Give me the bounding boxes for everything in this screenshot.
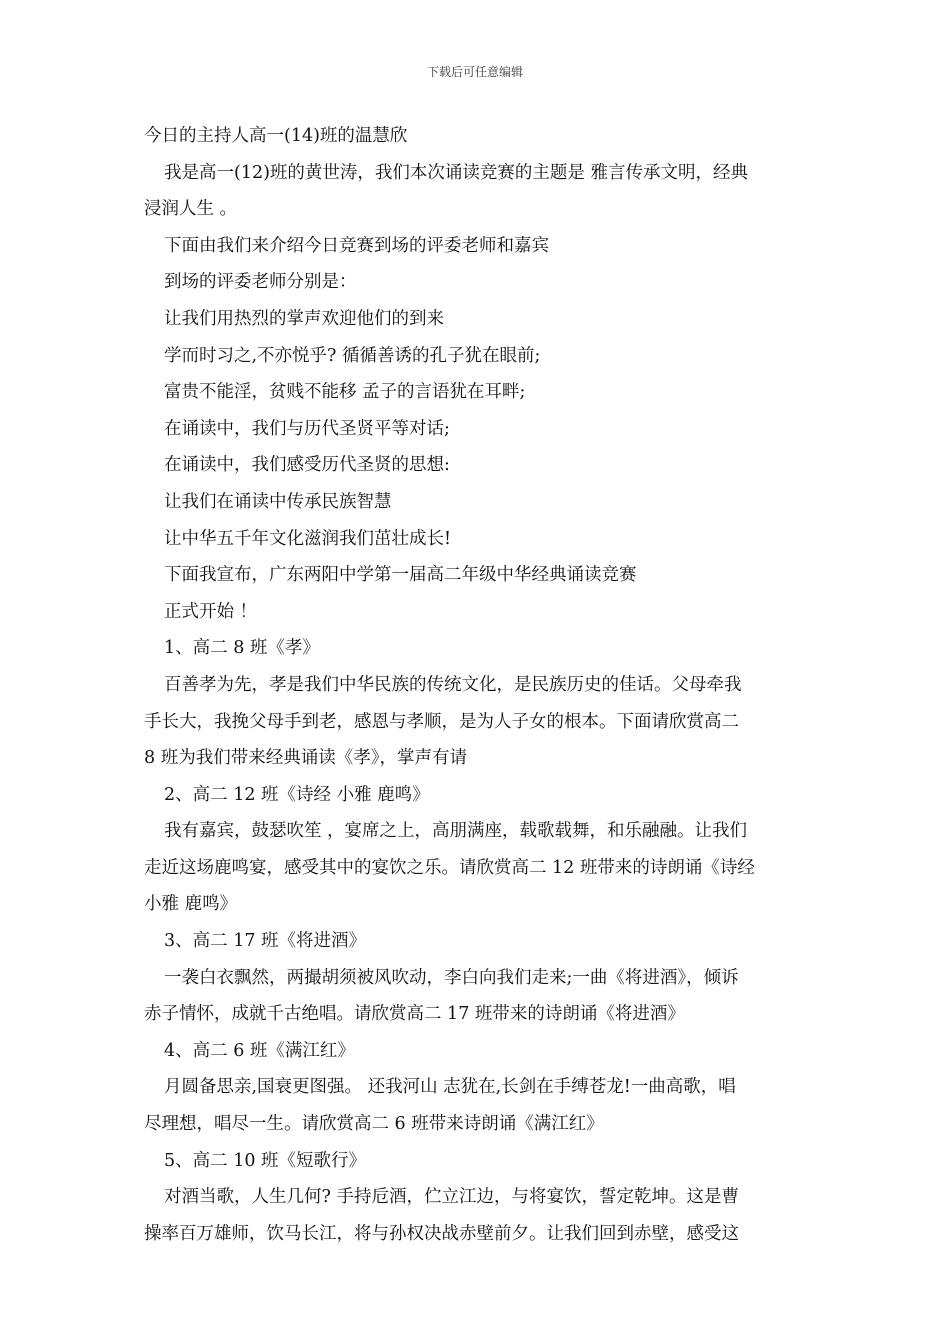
text-line: 手长大，我挽父母手到老，感恩与孝顺，是为人子女的根本。下面请欣赏高二 <box>144 711 739 732</box>
text-line: 对酒当歌，人生几何? 手持卮酒，伫立江边，与将宴饮，誓定乾坤。这是曹 <box>164 1187 739 1208</box>
text-line: 8 班为我们带来经典诵读《孝》，掌声有请 <box>144 748 467 769</box>
text-line: 走近这场鹿鸣宴，感受其中的宴饮之乐。请欣赏高二 12 班带来的诗朗诵《诗经 <box>144 857 755 878</box>
text-line: 富贵不能淫，贫贱不能移 孟子的言语犹在耳畔; <box>164 382 526 403</box>
page-header-note: 下载后可任意编辑 <box>426 65 523 79</box>
text-line: 下面我宣布，广东两阳中学第一届高二年级中华经典诵读竞赛 <box>164 565 637 586</box>
text-line: 在诵读中，我们感受历代圣贤的思想: <box>164 455 450 476</box>
text-line: 我是高一(12)班的黄世涛，我们本次诵读竞赛的主题是 雅言传承文明，经典 <box>164 162 748 183</box>
text-line: 月圆备思亲,国衰更图强。 还我河山 志犹在,长剑在手缚苍龙!一曲高歌，唱 <box>164 1077 736 1098</box>
text-line: 今日的主持人高一(14)班的温慧欣 <box>144 126 408 146</box>
text-line: 让中华五千年文化滋润我们茁壮成长! <box>164 528 452 549</box>
text-line: 一袭白衣飘然，两撮胡须被风吹动，李白向我们走来;一曲《将进酒》，倾诉 <box>164 967 739 988</box>
text-line: 4、高二 6 班《满江红》 <box>164 1040 355 1061</box>
text-line: 正式开始 ！ <box>164 601 258 622</box>
text-line: 5、高二 10 班《短歌行》 <box>164 1150 367 1171</box>
document-body <box>144 118 809 1252</box>
text-line: 赤子情怀，成就千古绝唱。请欣赏高二 17 班带来的诗朗诵《将进酒》 <box>144 1004 685 1025</box>
text-line: 让我们用热烈的掌声欢迎他们的到来 <box>164 308 444 329</box>
text-line: 学而时习之,不亦悦乎? 循循善诱的孔子犹在眼前; <box>164 345 541 366</box>
text-line: 我有嘉宾，鼓瑟吹笙 ，宴席之上，高朋满座，载歌载舞，和乐融融。让我们 <box>164 821 748 842</box>
text-line: 2、高二 12 班《诗经 小雅 鹿鸣》 <box>164 784 430 805</box>
text-line: 下面由我们来介绍今日竞赛到场的评委老师和嘉宾 <box>164 235 549 256</box>
text-line: 3、高二 17 班《将进酒》 <box>164 931 367 952</box>
text-line: 在诵读中，我们与历代圣贤平等对话; <box>164 418 450 439</box>
text-line: 尽理想，唱尽一生。请欣赏高二 6 班带来诗朗诵《满江红》 <box>144 1114 604 1135</box>
text-line: 百善孝为先，孝是我们中华民族的传统文化，是民族历史的佳话。父母牵我 <box>164 674 742 695</box>
text-line: 到场的评委老师分别是： <box>164 272 357 293</box>
text-line: 让我们在诵读中传承民族智慧 <box>164 491 392 512</box>
text-line: 小雅 鹿鸣》 <box>144 894 238 915</box>
text-line: 浸润人生 。 <box>144 199 238 220</box>
text-line: 1、高二 8 班《孝》 <box>164 638 320 659</box>
text-line: 操率百万雄师，饮马长江，将与孙权决战赤壁前夕。让我们回到赤壁，感受这 <box>144 1223 739 1244</box>
